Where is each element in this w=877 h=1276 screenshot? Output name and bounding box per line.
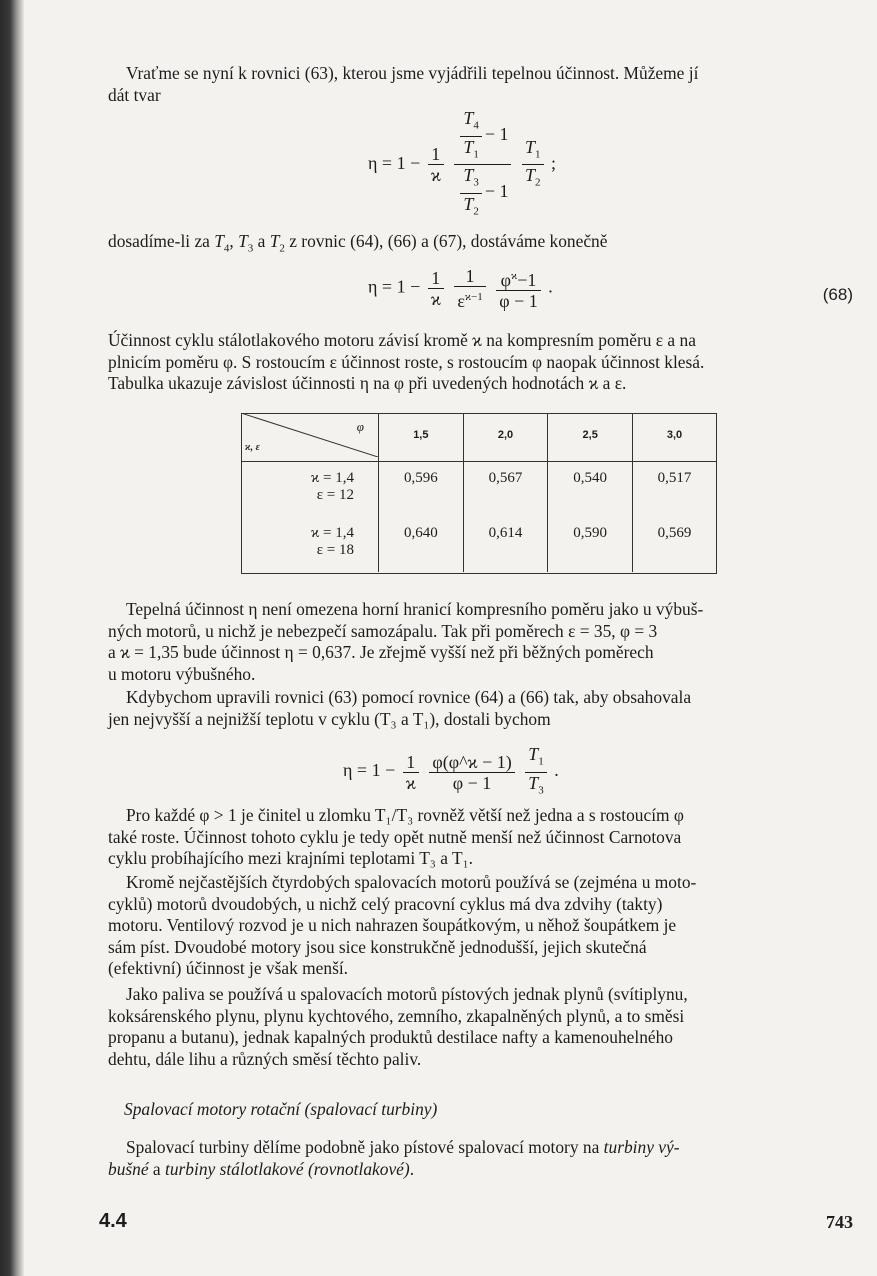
text-line: Spalovací turbiny dělíme podobně jako pístové spalovací motory na turbiny vý- bbox=[126, 1137, 680, 1157]
text-line: Kromě nejčastějších čtyrdobých spalovacích motorů používá se (zejména u moto- bbox=[126, 872, 697, 892]
equation-number: (68) bbox=[822, 285, 853, 304]
fraction-one-over-kappa: $\frac{1}{ϰ}$ bbox=[428, 268, 444, 309]
text-line: cyklu probíhajícího mezi krajními teplotami T₃ a T₁. bbox=[108, 848, 474, 868]
text-line: Pro každé φ > 1 je činitel u zlomku T₁/T₃ rovněž větší než jedna a s rostoucím φ bbox=[126, 805, 684, 825]
text-line: motoru. Ventilový rozvod je u nich nahrazen šoupátkovým, u něhož šoupátkem je bbox=[108, 915, 677, 935]
table-row bbox=[241, 462, 716, 518]
equation-efficiency-temperatures: η = 1 − $\frac{1}{ϰ}$ $\frac{T_4}{T_1}$ − 1 $\frac{T_3}{T_2}$ − 1 $\frac{T_1}{T_2}$ ; bbox=[368, 108, 556, 221]
table-cell: 0,567 bbox=[463, 462, 548, 518]
corner-phi-label: φ bbox=[356, 419, 364, 434]
table-header-cell: 3,0 bbox=[633, 413, 716, 457]
section-number: 4.4 bbox=[99, 1210, 127, 1232]
text-line: sám píst. Dvoudobé motory jsou sice konstrukčně jednodušší, jejich skutečná bbox=[108, 936, 647, 957]
text-line: také roste. Účinnost tohoto cyklu je tedy opět nutně menší než účinnost Carnotova bbox=[108, 826, 682, 847]
table-cell: 0,614 bbox=[463, 517, 548, 572]
fraction-one-over-kappa: $\frac{1}{ϰ}$ bbox=[428, 144, 444, 185]
table-cell: 0,540 bbox=[548, 462, 633, 518]
text-line: Účinnost cyklu stálotlakového motoru závisí kromě ϰ na kompresním poměru ε a na bbox=[108, 330, 696, 350]
paragraph-carnot-comparison bbox=[108, 805, 853, 870]
page-number: 743 bbox=[826, 1212, 853, 1232]
paragraph-efficiency-dependence bbox=[108, 330, 853, 395]
text-line: (efektivní) účinnost je však menší. bbox=[108, 958, 349, 978]
text-line: Vraťme se nyní k rovnici (63), kterou jsme vyjádřili tepelnou účinnost. Můžeme jí bbox=[126, 63, 699, 83]
efficiency-table bbox=[241, 413, 716, 572]
row-label: ϰ = 1,4 ε = 12 bbox=[310, 470, 354, 503]
text-line: propanu a butanu), jednak kapalných produktů destilace nafty a kamenouhelného bbox=[108, 1027, 674, 1047]
text-line: dát tvar bbox=[108, 84, 161, 105]
paragraph-turbines bbox=[108, 1137, 853, 1180]
paragraph-fuels bbox=[108, 984, 853, 1070]
corner-kappa-eps-label: ϰ, ε bbox=[245, 442, 260, 453]
table-cell: 0,596 bbox=[379, 462, 464, 518]
table-cell: 0,640 bbox=[379, 517, 464, 572]
text-line: bušné a turbiny stálotlakové (rovnotlakové). bbox=[108, 1158, 415, 1179]
paragraph-two-stroke bbox=[108, 872, 853, 980]
fraction-one-over-epsilon-power: $\frac{1}{\varepsilon^{ϰ-1}}$ bbox=[454, 266, 485, 311]
equation-lhs: η = 1 − bbox=[368, 152, 421, 173]
text-line: Tabulka ukazuje závislost účinnosti η na φ při uvedených hodnotách ϰ a ε. bbox=[108, 373, 627, 393]
fraction-t1-over-t2: $\frac{T_1}{T_2}$ bbox=[522, 137, 544, 193]
text-line: Tepelná účinnost η není omezena horní hranicí kompresního poměru jako u výbuš- bbox=[126, 599, 704, 619]
table-row bbox=[241, 517, 716, 572]
table-header-cell: 2,0 bbox=[463, 413, 548, 457]
paragraph-intro bbox=[108, 63, 853, 106]
table-header-cell: 2,5 bbox=[548, 413, 633, 457]
book-spine-shadow bbox=[0, 0, 24, 1276]
paragraph-substitution bbox=[108, 231, 853, 260]
paragraph-thermal-efficiency bbox=[108, 599, 853, 685]
fraction-phi-power: $\frac{\varphi^ϰ-1}{\varphi - 1}$ bbox=[496, 266, 541, 311]
table-header-cell: 1,5 bbox=[379, 413, 464, 457]
row-label: ϰ = 1,4 ε = 18 bbox=[310, 525, 354, 558]
text-line: u motoru výbušného. bbox=[108, 663, 256, 684]
table-corner-cell bbox=[241, 413, 379, 457]
fraction-temperature-ratio: $\frac{T_4}{T_1}$ − 1 $\frac{T_3}{T_2}$ − 1 bbox=[454, 108, 511, 221]
table-cell: 0,590 bbox=[548, 517, 633, 572]
text-line: dosadíme-li za $T_4$, $T_3$ a $T_2$ z rovnic (64), (66) a (67), dostáváme konečně bbox=[108, 231, 608, 255]
fraction-one-over-kappa: $\frac{1}{ϰ}$ bbox=[403, 752, 419, 793]
text-line: jen nejvyšší a nejnižší teplotu v cyklu (T₃ a T₁), dostali bychom bbox=[108, 708, 551, 729]
equation-68: η = 1 − $\frac{1}{ϰ}$ $\frac{1}{\varepsilon^{ϰ-1}}$ $\frac{\varphi^ϰ-1}{\varphi - 1}$ . bbox=[368, 266, 553, 311]
table-cell: 0,569 bbox=[633, 517, 716, 572]
text-line: plnicím poměru φ. S rostoucím ε účinnost roste, s rostoucím φ naopak účinnost klesá. bbox=[108, 351, 705, 372]
fraction-phi-factor: $\frac{\varphi(\varphi\^{}ϰ - 1)}{\varphi - 1}$ bbox=[429, 752, 514, 793]
text-line: a ϰ = 1,35 bude účinnost η = 0,637. Je zřejmě vyšší než při běžných poměrech bbox=[108, 642, 654, 662]
section-heading: Spalovací motory rotační (spalovací turbiny) bbox=[124, 1099, 438, 1119]
text-line: Kdybychom upravili rovnici (63) pomocí rovnice (64) a (66) tak, aby obsahovala bbox=[126, 687, 692, 707]
fraction-t1-over-t3: $\frac{T_1}{T_3}$ bbox=[525, 744, 547, 800]
text-line: koksárenského plynu, plynu kychtového, zemního, zkapalněných plynů, a to směsi bbox=[108, 1005, 685, 1026]
table-header-row bbox=[241, 413, 716, 457]
text-line: Jako paliva se používá u spalovacích motorů pístových jednak plynů (svítiplynu, bbox=[126, 984, 688, 1004]
text-line: ných motorů, u nichž je nebezpečí samozápalu. Tak při poměrech ε = 35, φ = 3 bbox=[108, 620, 658, 641]
text-line: cyklů) motorů dvoudobých, u nichž celý pracovní cyklus má dva zdvihy (takty) bbox=[108, 893, 663, 914]
text-line: dehtu, dále lihu a různých směsí těchto paliv. bbox=[108, 1048, 422, 1069]
paragraph-rewrite-equation bbox=[108, 687, 853, 730]
table-cell: 0,517 bbox=[633, 462, 716, 518]
equation-efficiency-t1-t3: η = 1 − $\frac{1}{ϰ}$ $\frac{\varphi(\varphi\^{}ϰ - 1)}{\varphi - 1}$ $\frac{T_1}{T_3}$ . bbox=[343, 744, 559, 800]
